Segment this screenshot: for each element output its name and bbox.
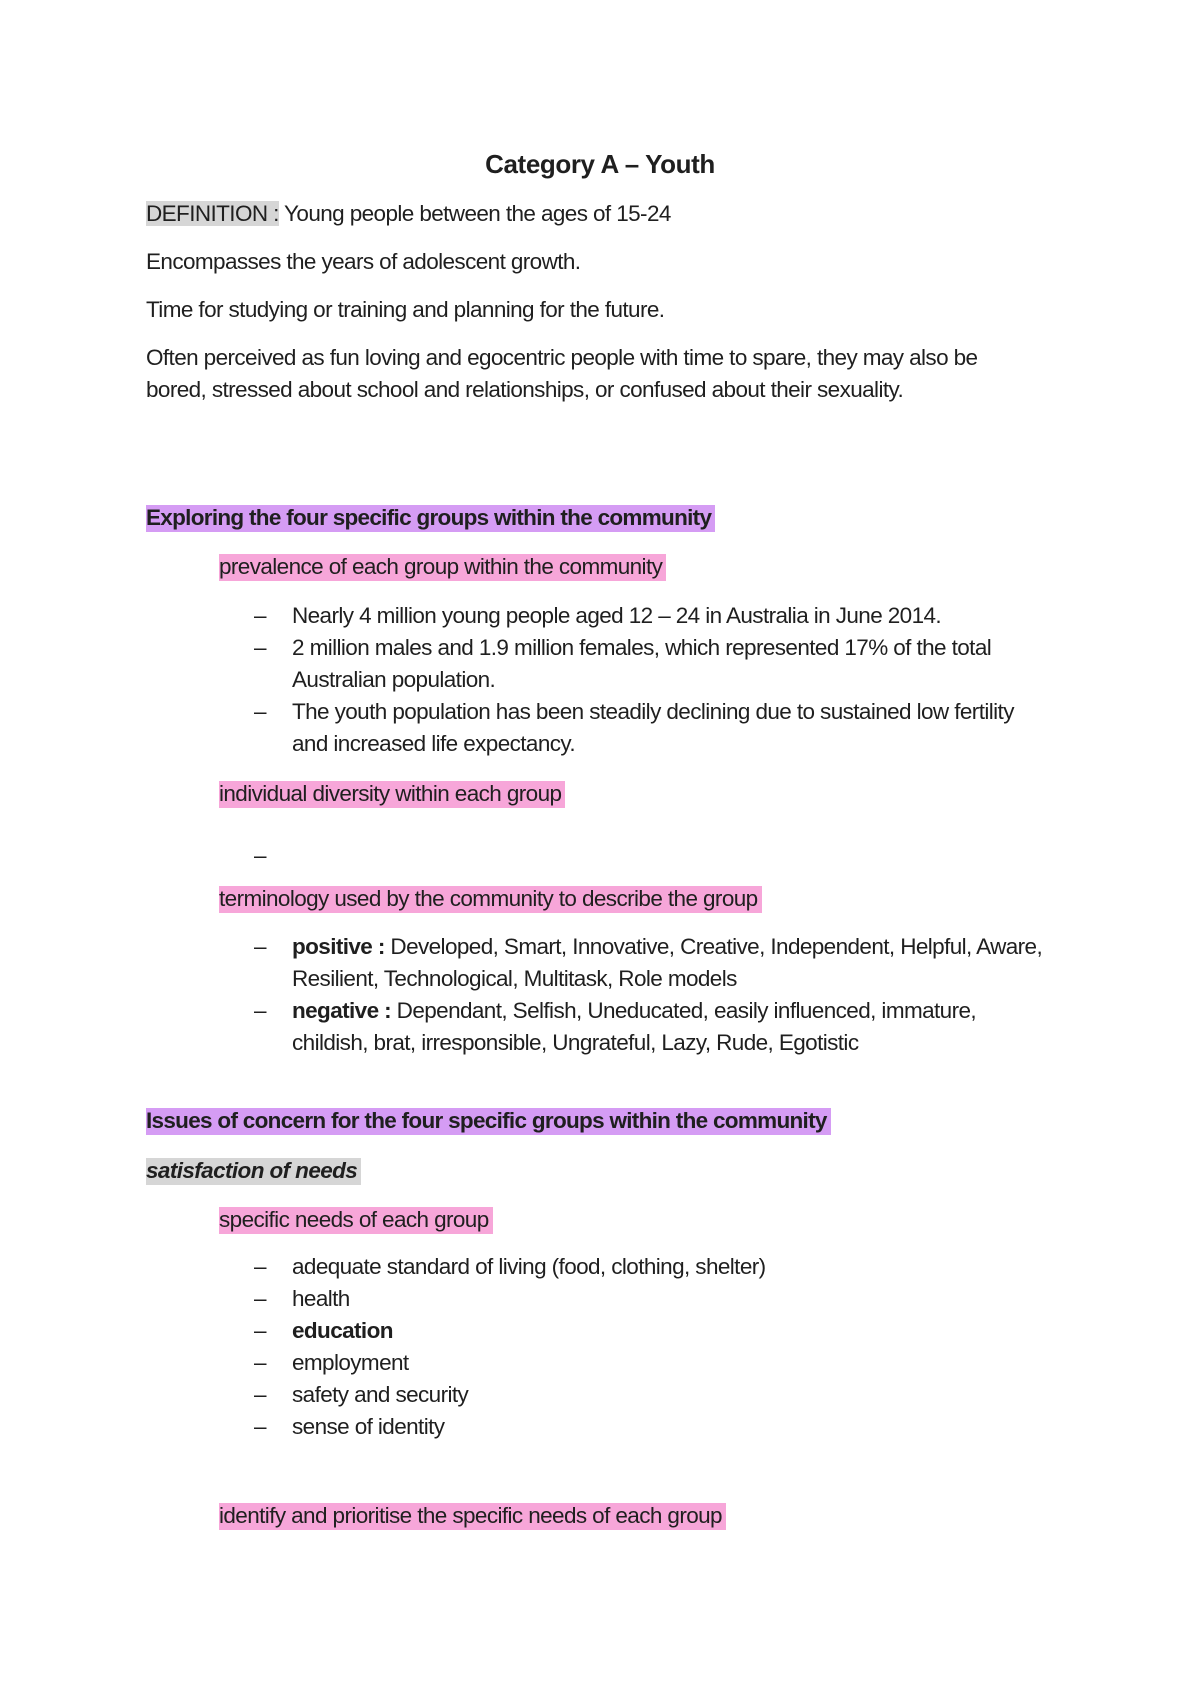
list-item: – health xyxy=(254,1286,350,1311)
list-item-positive: – positive : Developed, Smart, Innovative, Creative, Independent, Helpful, Aware, Resilient, Technological, Multitask, Role models xyxy=(254,934,1043,991)
list-item: – adequate standard of living (food, clothing, shelter) xyxy=(254,1254,766,1279)
subheading-needs xyxy=(219,1204,493,1236)
list-item: – 2 million males and 1.9 million females, which represented 17% of the total Australian population. xyxy=(254,635,992,692)
needs-list xyxy=(254,1251,1054,1443)
section-heading-issues xyxy=(146,1105,831,1137)
list-item-negative: – negative : Dependant, Selfish, Uneducated, easily influenced, immature, childish, brat, irresponsible, Ungrateful, Lazy, Rude, Egotistic xyxy=(254,998,977,1055)
intro-line-1: Encompasses the years of adolescent growth. xyxy=(146,249,581,274)
list-item: – safety and security xyxy=(254,1382,469,1407)
intro-paragraph: Often perceived as fun loving and egocentric people with time to spare, they may also be bored, stressed about school and relationships, or confused about their sexuality. xyxy=(146,345,978,402)
prevalence-list xyxy=(254,600,1044,760)
subheading-text: satisfaction of needs xyxy=(146,1158,361,1185)
subheading-text: identify and prioritise the specific needs of each group xyxy=(219,1503,726,1530)
subheading-prioritise xyxy=(219,1500,726,1532)
definition-label: DEFINITION : xyxy=(146,201,279,226)
list-item: – The youth population has been steadily declining due to sustained low fertility and increased life expectancy. xyxy=(254,699,1014,756)
intro-line-2: Time for studying or training and planning for the future. xyxy=(146,297,665,322)
subheading-text: specific needs of each group xyxy=(219,1207,493,1234)
section-heading-exploring xyxy=(146,502,715,534)
subheading-text: prevalence of each group within the community xyxy=(219,554,666,581)
list-item: – Nearly 4 million young people aged 12 – 24 in Australia in June 2014. xyxy=(254,603,942,628)
subheading-satisfaction xyxy=(146,1155,361,1187)
section-heading-text: Exploring the four specific groups within the community xyxy=(146,505,715,532)
list-item: – education xyxy=(254,1318,393,1343)
list-item: – sense of identity xyxy=(254,1414,445,1439)
definition-text: Young people between the ages of 15-24 xyxy=(278,201,671,226)
subheading-text: terminology used by the community to describe the group xyxy=(219,886,762,913)
subheading-diversity xyxy=(219,778,565,810)
page-title: Category A – Youth xyxy=(485,149,715,179)
subheading-terminology xyxy=(219,883,762,915)
section-heading-text: Issues of concern for the four specific groups within the community xyxy=(146,1108,831,1135)
definition-line xyxy=(146,198,671,230)
list-item: – employment xyxy=(254,1350,409,1375)
subheading-prevalence xyxy=(219,551,666,583)
subheading-text: individual diversity within each group xyxy=(219,781,565,808)
terminology-list xyxy=(254,931,1054,1059)
document-page: Category A – Youth DEFINITION : Young people between the ages of 15-24 Encompasses the years of adolescent growth. Time for studying or training and planning for the future. Often perceived as fun loving and egocentric people with time to spare, they may also be bored, stressed about school and relationships, or confused about their sexuality. Exploring the four specific groups within the community prevalence of each group within the community – Nearly 4 million young people aged 12 – 24 in Australia in June 2014. – 2 million males and 1.9 million females, which represented 17% of the total Australian population. – The youth population has been steadily declining due to sustained low fertility and increased life expectancy. individual diversity within each group – terminology used by the community to describe the group – positive : Developed, Smart, Innovative, Creative, Independent, Helpful, Aware, Resilient, Technological, Multitask, Role models – negative : Dependant, Selfish, Uneducated, easily influenced, immature, childish, brat, irresponsible, Ungrateful, Lazy, Rude, Egotistic Issues of concern for the four specific groups within the community satisfaction of needs specific needs of each group – adequate standard of living (food, clothing, shelter) – health – education – employment – safety and security – sense of identity identify and prioritise the specific needs of each group xyxy=(0,0,1200,1694)
